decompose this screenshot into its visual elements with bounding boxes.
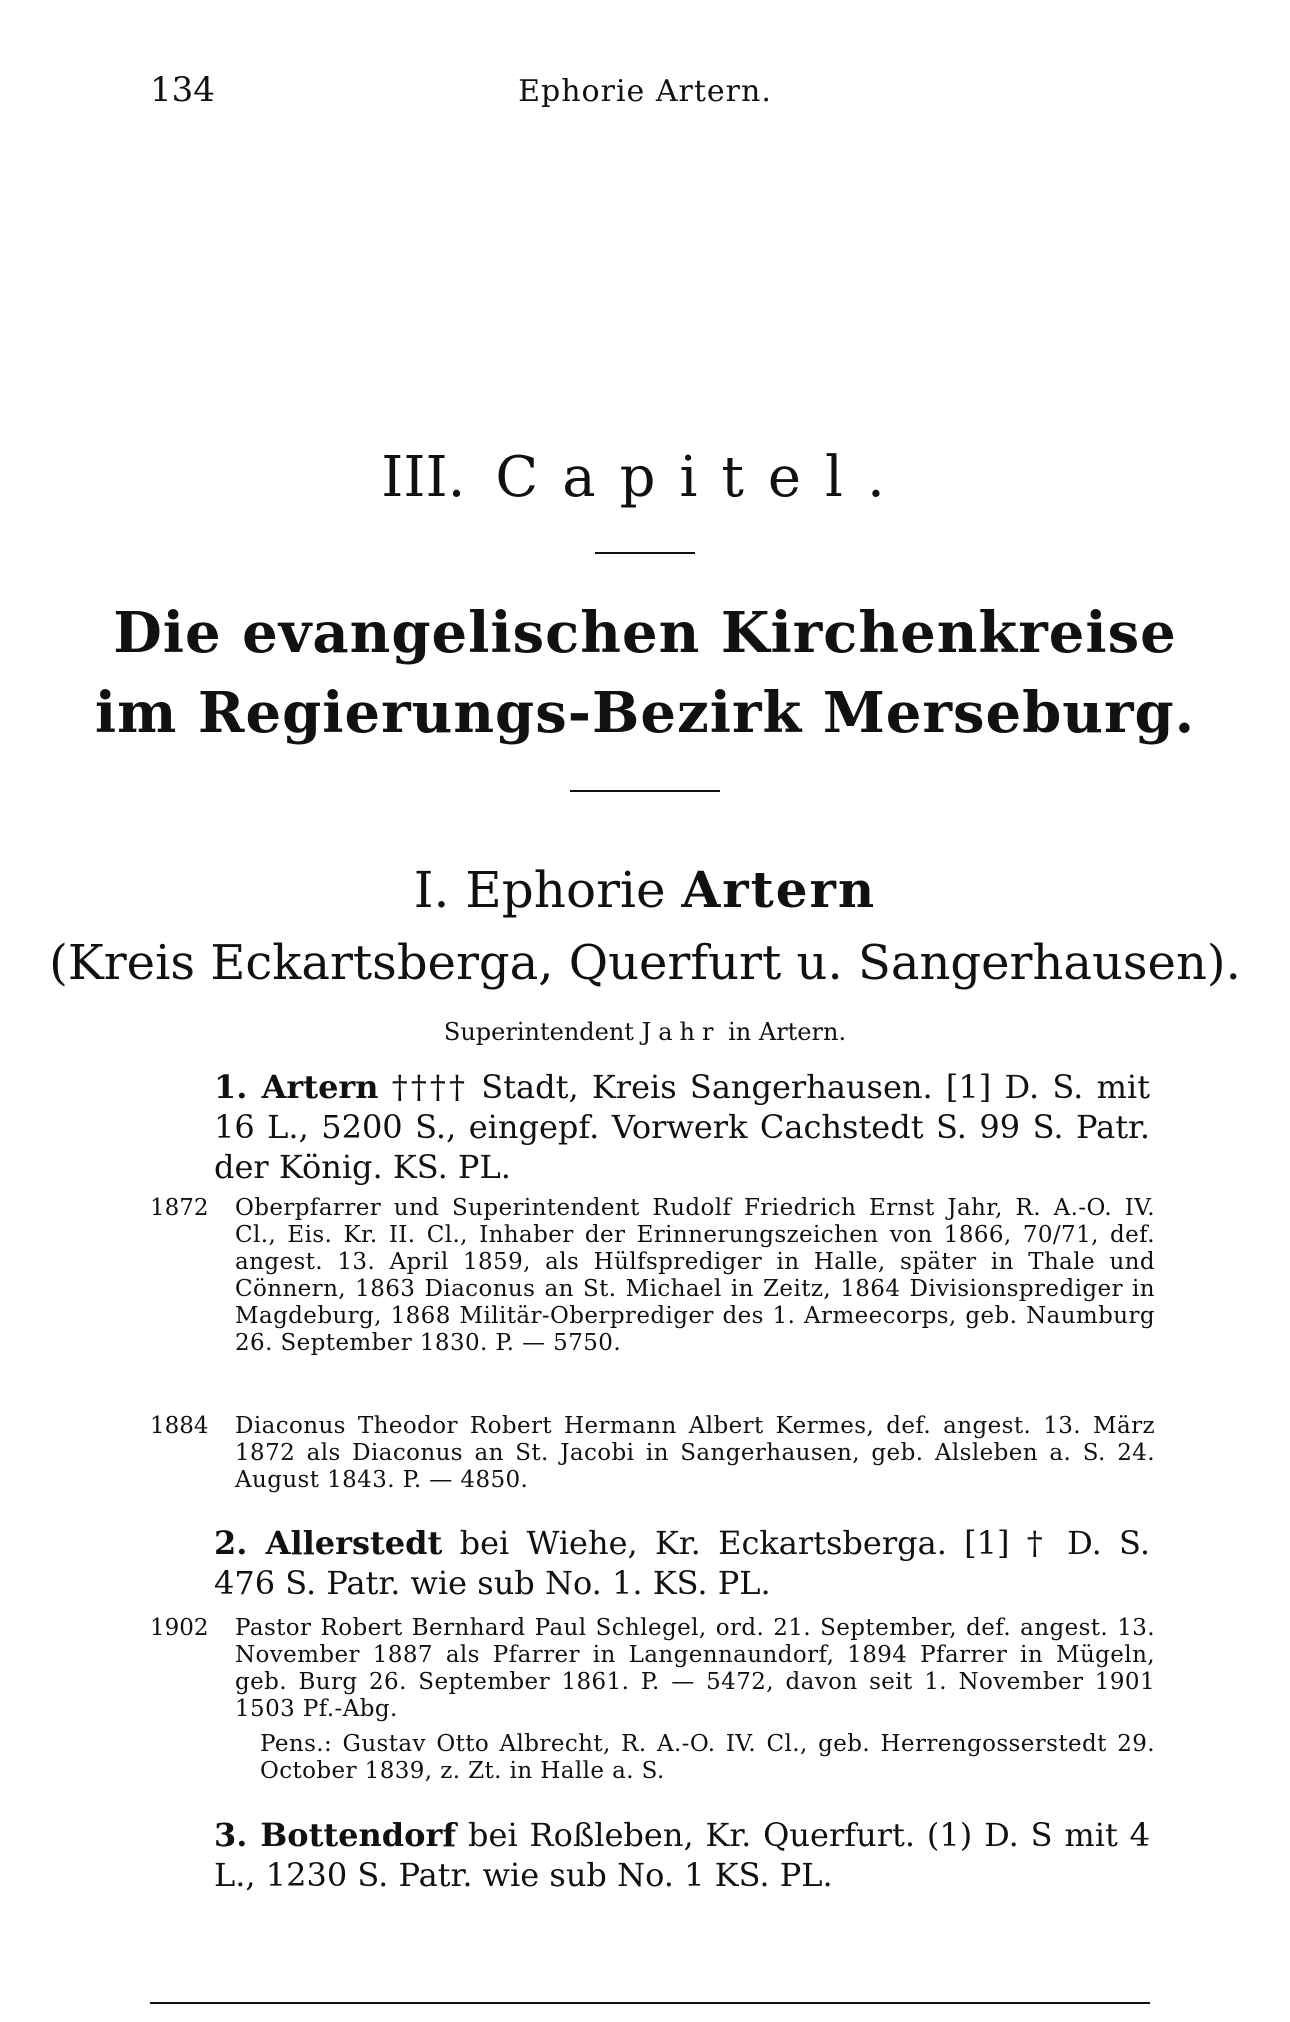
ephorie-label: Ephorie: [465, 861, 666, 919]
main-title-line-1: Die evangelischen Kirchenkreise: [113, 600, 1177, 666]
ephorie-number: I.: [413, 861, 450, 919]
ephorie-title: [0, 860, 1290, 919]
record-year: 1902: [150, 1615, 209, 1641]
record-year: 1884: [150, 1413, 209, 1439]
running-title: Ephorie Artern.: [518, 74, 772, 109]
page-bottom-edge: [150, 2002, 1150, 2004]
record-text: Diaconus Theodor Robert Hermann Albert Kermes, def. angest. 13. März 1872 als Diaconus an St. Jacobi in Sangerhausen, geb. Alsleben a. S. 24. August 1843. P. — 4850.: [235, 1413, 1155, 1493]
divider-medium: [570, 790, 720, 792]
chapter-number: III.: [381, 445, 466, 510]
record-year: 1872: [150, 1195, 209, 1221]
chapter-heading: [0, 445, 1290, 510]
main-title-line-2: im Regierungs-Bezirk Merseburg.: [94, 680, 1196, 746]
parish-name: 3. Bottendorf: [214, 1816, 457, 1854]
ephorie-districts: (Kreis Eckartsberga, Querfurt u. Sangerhausen).: [49, 935, 1241, 991]
parish-description: †††† Stadt, Kreis Sangerhausen. [1] D. S. mit 16 L., 5200 S., eingepf. Vorwerk Cachstedt S. 99 S. Patr. der König. KS. PL.: [214, 1068, 1151, 1186]
superintendent-prefix: Superintendent: [443, 1018, 634, 1046]
parish-entry: [150, 1815, 1150, 1895]
superintendent-name: Jahr: [641, 1018, 721, 1046]
clergy-record: [150, 1195, 1155, 1357]
ephorie-name: Artern: [681, 860, 877, 919]
parish-entry: [150, 1067, 1150, 1187]
parish-entry: [150, 1523, 1150, 1603]
clergy-record: [150, 1615, 1155, 1785]
parish-name: 2. Allerstedt: [214, 1524, 443, 1562]
divider-short: [595, 552, 695, 554]
superintendent-line: [0, 1018, 1290, 1046]
record-text: Pastor Robert Bernhard Paul Schlegel, ord. 21. September, def. angest. 13. November 1887 als Pfarrer in Langennaundorf, 1894 Pfarrer in Mügeln, geb. Burg 26. September 1861. P. — 5472, davon seit 1. November 1901 1503 Pf.-Abg.: [235, 1615, 1155, 1722]
superintendent-suffix: in Artern.: [728, 1018, 847, 1046]
page-header: [150, 70, 1140, 120]
parish-description: bei Wiehe, Kr. Eckartsberga. [1] † D. S. 476 S. Patr. wie sub No. 1. KS. PL.: [214, 1524, 1151, 1602]
parish-description: bei Roßleben, Kr. Querfurt. (1) D. S mit 4 L., 1230 S. Patr. wie sub No. 1 KS. PL.: [214, 1816, 1151, 1894]
clergy-record: [150, 1413, 1155, 1494]
parish-name: 1. Artern: [214, 1068, 379, 1106]
pension-note: Pens.: Gustav Otto Albrecht, R. A.-O. IV. Cl., geb. Herrengosserstedt 29. October 1839, z. Zt. in Halle a. S.: [260, 1731, 1155, 1784]
record-text: Oberpfarrer und Superintendent Rudolf Friedrich Ernst Jahr, R. A.-O. IV. Cl., Eis. Kr. II. Cl., Inhaber der Erinnerungszeichen von 1866, 70/71, def. angest. 13. April 1859, als Hülfsprediger in Halle, später in Thale und Cönnern, 1863 Diaconus an St. Michael in Zeitz, 1864 Divisionsprediger in Magdeburg, 1868 Militär-Oberprediger des 1. Armeecorps, geb. Naumburg 26. September 1830. P. — 5750.: [235, 1195, 1155, 1356]
page-number: 134: [150, 70, 215, 110]
chapter-word: Capitel.: [495, 445, 909, 510]
